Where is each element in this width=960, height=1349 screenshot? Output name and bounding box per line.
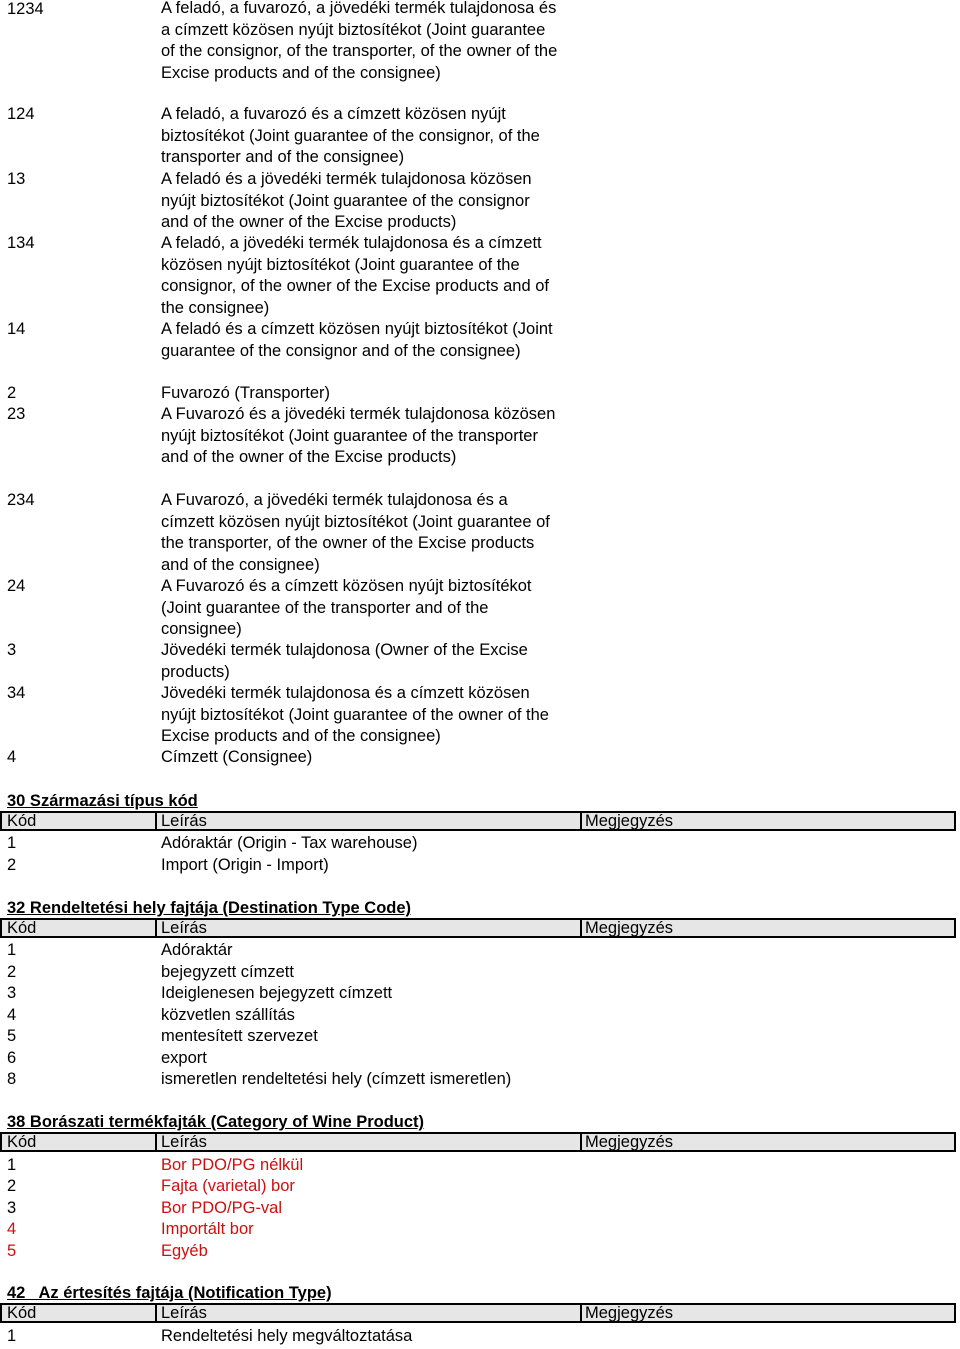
entry-code: 124 xyxy=(7,105,35,123)
row-text: Adóraktár xyxy=(161,941,233,959)
row-code: 5 xyxy=(7,1242,17,1260)
entry-code: 14 xyxy=(7,320,26,338)
row-code: 3 xyxy=(7,984,17,1002)
entry-text: A Fuvarozó és a jövedéki termék tulajdonosa közösen nyújt biztosítékot (Joint guarantee of the transporter and of the owner of the Excise products) xyxy=(161,405,556,466)
header-description: Leírás xyxy=(161,812,207,830)
table-header xyxy=(0,811,956,831)
header-note: Megjegyzés xyxy=(585,812,674,830)
header-description: Leírás xyxy=(161,1304,207,1322)
row-code: 4 xyxy=(7,1006,17,1024)
row-code: 1 xyxy=(7,941,17,959)
header-description: Leírás xyxy=(161,919,207,937)
section-title: 42 Az értesítés fajtája (Notification Type) xyxy=(7,1284,332,1302)
entry-code: 234 xyxy=(7,491,35,509)
table-header xyxy=(0,1132,956,1152)
header-note: Megjegyzés xyxy=(585,919,674,937)
entry-text: A feladó és a címzett közösen nyújt biztosítékot (Joint guarantee of the consignor and of the consignee) xyxy=(161,320,553,360)
row-code: 2 xyxy=(7,963,17,981)
row-code: 1 xyxy=(7,1156,17,1174)
row-code: 2 xyxy=(7,1177,17,1195)
row-code: 3 xyxy=(7,1199,17,1217)
row-code: 5 xyxy=(7,1027,17,1045)
row-code: 2 xyxy=(7,856,17,874)
row-text: Bor PDO/PG-val xyxy=(161,1199,283,1217)
section-title: 32 Rendeltetési hely fajtája (Destination Type Code) xyxy=(7,899,412,917)
entry-text: A feladó és a jövedéki termék tulajdonosa közösen nyújt biztosítékot (Joint guarantee of the consignor and of the owner of the Excise products) xyxy=(161,170,532,231)
row-text: ismeretlen rendeltetési hely (címzett ismeretlen) xyxy=(161,1070,512,1088)
row-text: Rendeltetési hely megváltoztatása xyxy=(161,1327,413,1345)
row-text: Import (Origin - Import) xyxy=(161,856,329,874)
row-code: 8 xyxy=(7,1070,17,1088)
entry-code: 13 xyxy=(7,170,26,188)
row-text: Bor PDO/PG nélkül xyxy=(161,1156,304,1174)
entry-text: Fuvarozó (Transporter) xyxy=(161,384,331,402)
section-title: 38 Borászati termékfajták (Category of Wine Product) xyxy=(7,1113,425,1131)
row-code: 1 xyxy=(7,1327,17,1345)
entry-text: A Fuvarozó, a jövedéki termék tulajdonosa és a címzett közösen nyújt biztosítékot (Joint guarantee of the transporter, of the owner of the Excise products and of the consignee) xyxy=(161,491,550,574)
row-code: 6 xyxy=(7,1049,17,1067)
entry-text: A feladó, a jövedéki termék tulajdonosa és a címzett közösen nyújt biztosítékot (Joint guarantee of the consignor, of the owner of the Excise products and of the consignee) xyxy=(161,234,549,317)
entry-text: Címzett (Consignee) xyxy=(161,748,313,766)
header-code: Kód xyxy=(7,1304,37,1322)
entry-text: Jövedéki termék tulajdonosa (Owner of the Excise products) xyxy=(161,641,528,681)
row-text: Importált bor xyxy=(161,1220,254,1238)
header-code: Kód xyxy=(7,919,37,937)
table-header xyxy=(0,918,956,938)
header-code: Kód xyxy=(7,1133,37,1151)
row-code: 4 xyxy=(7,1220,17,1238)
row-text: Fajta (varietal) bor xyxy=(161,1177,295,1195)
header-note: Megjegyzés xyxy=(585,1133,674,1151)
entry-code: 3 xyxy=(7,641,17,659)
header-code: Kód xyxy=(7,812,37,830)
row-text: export xyxy=(161,1049,207,1067)
entry-text: A feladó, a fuvarozó és a címzett közösen nyújt biztosítékot (Joint guarantee of the consignor, of the transporter and of the consignee) xyxy=(161,105,540,166)
section-title: 30 Származási típus kód xyxy=(7,792,198,810)
entry-code: 1234 xyxy=(7,0,44,18)
entry-text: Jövedéki termék tulajdonosa és a címzett közösen nyújt biztosítékot (Joint guarantee of the owner of the Excise products and of the consignee) xyxy=(161,684,549,745)
row-text: Egyéb xyxy=(161,1242,208,1260)
row-code: 1 xyxy=(7,834,17,852)
row-text: mentesített szervezet xyxy=(161,1027,318,1045)
entry-text: A Fuvarozó és a címzett közösen nyújt biztosítékot (Joint guarantee of the transporter and of the consignee) xyxy=(161,577,532,638)
header-note: Megjegyzés xyxy=(585,1304,674,1322)
row-text: bejegyzett címzett xyxy=(161,963,294,981)
entry-code: 4 xyxy=(7,748,17,766)
entry-code: 23 xyxy=(7,405,26,423)
entry-code: 2 xyxy=(7,384,17,402)
row-text: Adóraktár (Origin - Tax warehouse) xyxy=(161,834,418,852)
entry-code: 34 xyxy=(7,684,26,702)
table-header xyxy=(0,1303,956,1323)
entry-code: 24 xyxy=(7,577,26,595)
header-description: Leírás xyxy=(161,1133,207,1151)
entry-text: A feladó, a fuvarozó, a jövedéki termék tulajdonosa és a címzett közösen nyújt biztosítékot (Joint guarantee of the consignor, of the transporter, of the owner of the Excise products and of the consignee) xyxy=(161,0,558,82)
row-text: közvetlen szállítás xyxy=(161,1006,295,1024)
row-text: Ideiglenesen bejegyzett címzett xyxy=(161,984,393,1002)
entry-code: 134 xyxy=(7,234,35,252)
